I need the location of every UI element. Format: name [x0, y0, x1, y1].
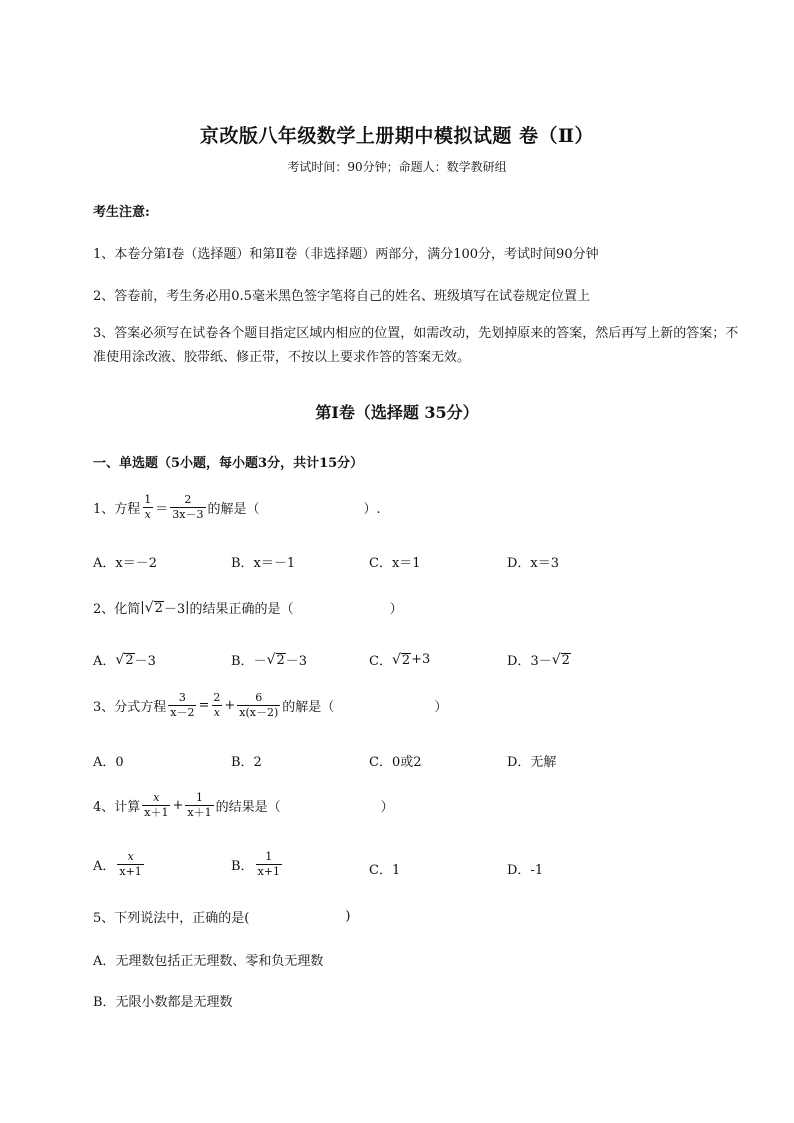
option-c: C．1: [369, 863, 401, 878]
radicand: 2: [401, 652, 411, 668]
q4-close: ）: [380, 800, 394, 815]
question-4: [93, 791, 394, 820]
square-root: [115, 652, 134, 668]
denominator: x＋1: [144, 806, 169, 819]
option-label: A．: [93, 654, 116, 669]
denominator: x: [144, 508, 151, 521]
q1-suffix: 的解是（: [207, 502, 260, 517]
option-b: [231, 650, 307, 669]
q5-close: ): [345, 909, 351, 924]
q1-close: ）.: [363, 502, 381, 517]
fraction: [211, 691, 222, 720]
option-label: C．: [369, 654, 392, 669]
equals-sign: ＝: [155, 502, 169, 517]
option-label: A．: [93, 859, 116, 874]
option-a: A．无理数包括正无理数、零和负无理数: [93, 954, 324, 969]
question-2: [93, 598, 403, 617]
option-label: D．: [507, 654, 531, 669]
numerator: 1: [265, 850, 273, 863]
radical-sign: √: [391, 651, 401, 668]
option-b: B．x＝－1: [231, 556, 296, 571]
numerator: 2: [213, 691, 221, 704]
option-c: [369, 650, 430, 669]
square-root: [392, 652, 411, 668]
numerator: 2: [184, 493, 192, 506]
option-b: [231, 850, 284, 879]
question-3: [93, 691, 447, 720]
option-post: +3: [411, 652, 431, 667]
equals-sign: =: [198, 698, 210, 713]
fraction: [168, 691, 196, 720]
denominator: x+1: [119, 865, 142, 878]
option-d: D．无解: [507, 755, 557, 770]
radical-sign: √: [144, 599, 154, 616]
option-label: B．: [231, 859, 254, 874]
option-label: B．: [231, 654, 254, 669]
denominator: x: [213, 706, 220, 719]
numerator: 1: [195, 791, 203, 804]
option-d: D．x＝3: [507, 556, 560, 571]
q4-suffix: 的结果是（: [215, 800, 281, 815]
numerator: 1: [144, 493, 152, 506]
denominator: x＋1: [187, 806, 212, 819]
q3-close: ）: [434, 700, 448, 715]
option-d: [507, 650, 571, 669]
option-pre: －: [253, 654, 267, 669]
radicand: 2: [276, 652, 285, 668]
numerator: 3: [178, 691, 186, 704]
option-a: [93, 650, 156, 669]
page-title: 京改版八年级数学上册期中模拟试题 卷（Ⅱ）: [199, 125, 595, 147]
part-title: 一、单选题（5小题，每小题3分，共计15分）: [93, 456, 364, 471]
fraction: [142, 791, 170, 820]
option-post: －3: [285, 654, 308, 669]
notice-item: 2、答卷前，考生务必用0.5毫米黑色签字笔将自己的姓名、班级填写在试卷规定位置上: [93, 289, 590, 304]
q2-close: ）: [389, 602, 403, 617]
denominator: x+1: [257, 865, 280, 878]
q3-prefix: 3、分式方程: [93, 700, 167, 715]
radicand: 2: [154, 600, 163, 616]
fraction: [170, 493, 205, 522]
option-b: B．2: [231, 755, 262, 770]
q2-rest: －3: [163, 602, 186, 617]
denominator: x－2: [170, 706, 195, 719]
notice-item: 3、答案必须写在试卷各个题目指定区域内相应的位置，如需改动，先划掉原来的答案，然后再写上新的答案；不准使用涂改液、胶带纸、修正带，不按以上要求作答的答案无效。: [93, 326, 739, 365]
q1-prefix: 1、方程: [93, 502, 141, 517]
option-a: A．0: [93, 755, 124, 770]
question-1: [93, 493, 381, 522]
exam-info: 考试时间：90分钟；命题人：数学教研组: [287, 160, 507, 174]
radicand: 2: [125, 652, 134, 668]
radical-sign: √: [115, 651, 125, 668]
numerator: x: [127, 850, 134, 863]
notice-item: 1、本卷分第I卷（选择题）和第Ⅱ卷（非选择题）两部分，满分100分，考试时间90分钟: [93, 247, 599, 262]
square-root: [552, 652, 571, 668]
abs-bar-open: |: [140, 600, 145, 615]
q5-stem: 5、下列说法中，正确的是(: [93, 911, 250, 926]
option-pre: 3－: [530, 654, 552, 669]
radical-sign: √: [266, 651, 276, 668]
option-b: B．无限小数都是无理数: [93, 995, 233, 1010]
denominator: 3x－3: [172, 508, 204, 521]
q3-suffix: 的解是（: [282, 700, 335, 715]
q2-suffix: 的结果正确的是（: [189, 602, 294, 617]
fraction: [117, 850, 143, 879]
option-a: [93, 850, 146, 879]
fraction: [185, 791, 213, 820]
numerator: x: [153, 791, 160, 804]
radicand: 2: [561, 652, 570, 668]
option-a: A．x＝－2: [93, 556, 157, 571]
plus-sign: +: [224, 698, 236, 713]
abs-bar-close: |: [185, 600, 190, 615]
section-title: 第I卷（选择题 35分）: [315, 403, 479, 422]
square-root: [145, 600, 164, 616]
denominator: x(x－2): [239, 706, 279, 719]
fraction: [142, 493, 153, 522]
square-root: [267, 652, 286, 668]
option-post: －3: [134, 654, 156, 669]
fraction: [256, 850, 282, 879]
q4-prefix: 4、计算: [93, 800, 141, 815]
fraction: [237, 691, 280, 720]
notice-heading: 考生注意:: [93, 205, 150, 220]
plus-sign: +: [172, 798, 184, 813]
numerator: 6: [255, 691, 263, 704]
q2-prefix: 2、化简: [93, 602, 141, 617]
option-c: C．x＝1: [369, 556, 421, 571]
radical-sign: √: [551, 651, 561, 668]
option-d: D．-1: [507, 863, 544, 878]
question-5: [93, 907, 350, 926]
option-c: C．0或2: [369, 755, 422, 770]
